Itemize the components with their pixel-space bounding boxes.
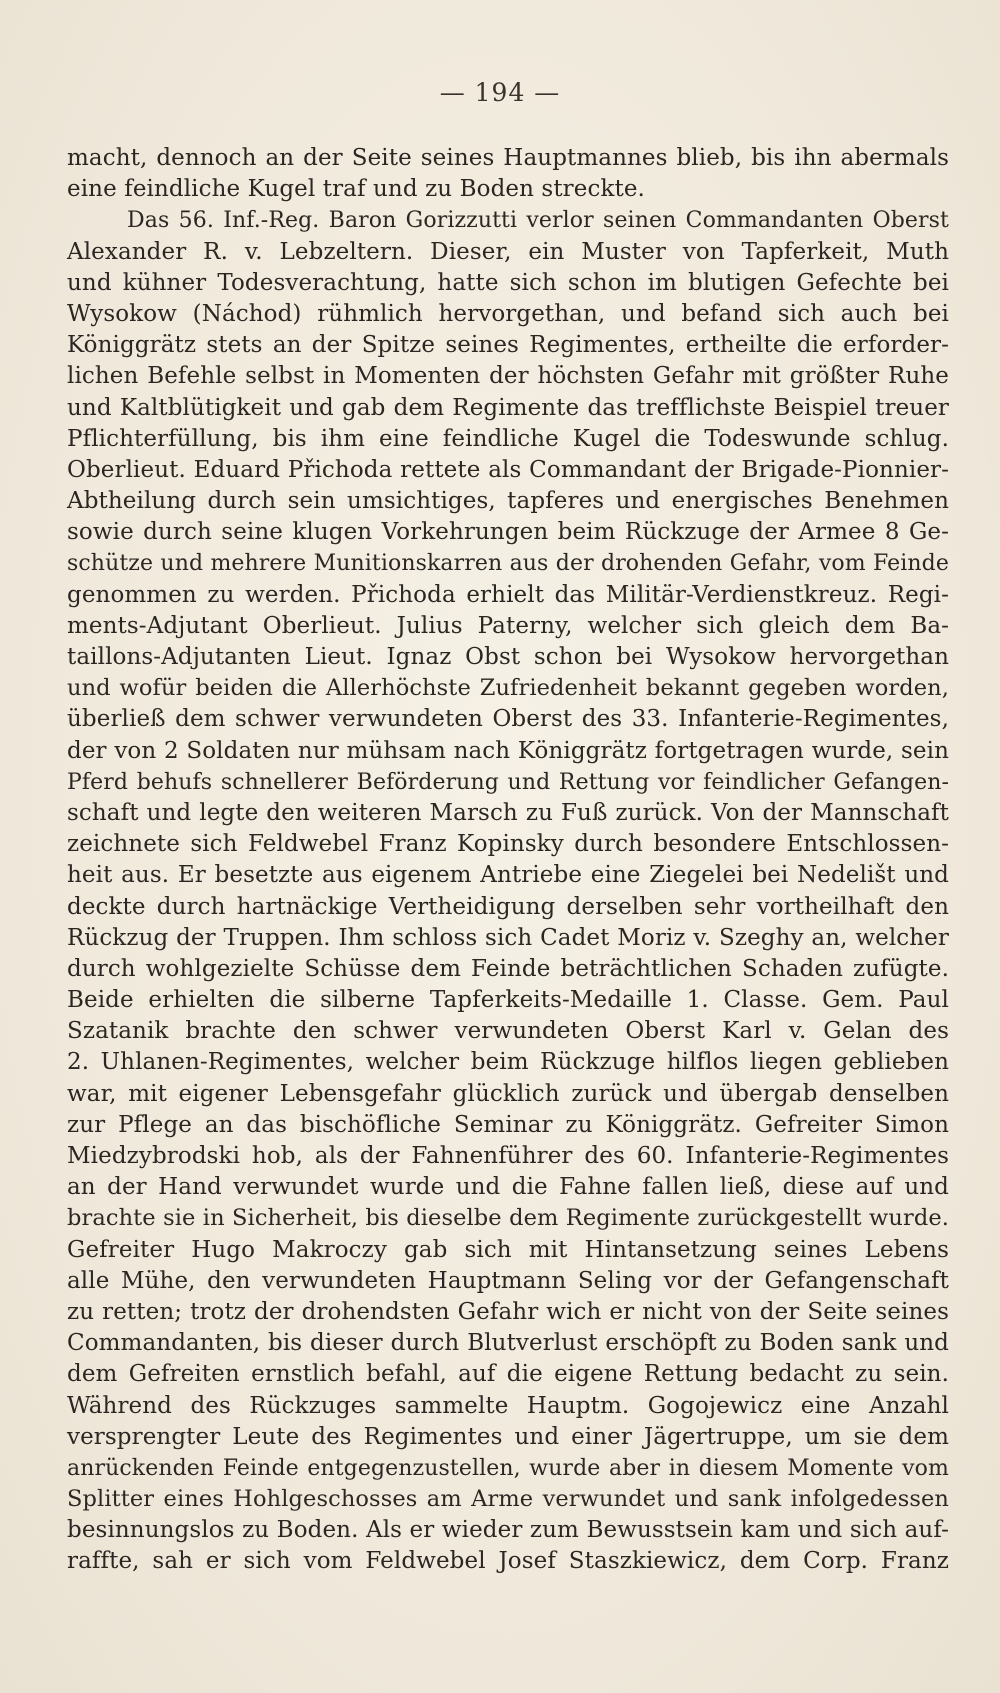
text-line: schaft und legte den weiteren Marsch zu Fuß zurück. Von der Mannschaft [67, 799, 949, 826]
text-line: Szatanik brachte den schwer verwundeten Oberst Karl v. Gelan des [67, 1018, 949, 1045]
body-text [67, 143, 949, 1578]
page-number: — 194 — [439, 78, 561, 107]
text-line: und kühner Todesverachtung, hatte sich schon im blutigen Gefechte bei [67, 269, 949, 296]
text-line: war, mit eigener Lebensgefahr glücklich zurück und übergab denselben [67, 1080, 949, 1107]
text-line: macht, dennoch an der Seite seines Hauptmannes blieb, bis ihn abermals [67, 145, 949, 171]
text-line: schütze und mehrere Munitionskarren aus der drohenden Gefahr, vom Feinde [67, 551, 949, 577]
text-line: eine feindliche Kugel traf und zu Boden streckte. [67, 176, 645, 203]
text-line: Pflichterfüllung, bis ihm eine feindliche Kugel die Todeswunde schlug. [67, 425, 949, 452]
text-line: alle Mühe, den verwundeten Hauptmann Seling vor der Gefangenschaft [67, 1267, 949, 1294]
text-line: ments-Adjutant Oberlieut. Julius Paterny, welcher sich gleich dem Ba- [67, 612, 949, 639]
text-line: lichen Befehle selbst in Momenten der höchsten Gefahr mit größter Ruhe [67, 363, 949, 390]
text-line: Beide erhielten die silberne Tapferkeits-Medaille 1. Classe. Gem. Paul [67, 987, 949, 1014]
text-line: der von 2 Soldaten nur mühsam nach Königgrätz fortgetragen wurde, sein [67, 737, 949, 764]
text-line: deckte durch hartnäckige Vertheidigung derselben sehr vortheilhaft den [67, 893, 949, 920]
text-line: Wysokow (Náchod) rühmlich hervorgethan, und befand sich auch bei [67, 300, 949, 327]
text-line: an der Hand verwundet wurde und die Fahne fallen ließ, diese auf und [67, 1174, 949, 1201]
text-line: zu retten; trotz der drohendsten Gefahr wich er nicht von der Seite seines [67, 1298, 949, 1325]
text-line: Oberlieut. Eduard Přichoda rettete als Commandant der Brigade-Pionnier- [67, 456, 949, 483]
text-line: Gefreiter Hugo Makroczy gab sich mit Hintansetzung seines Lebens [67, 1236, 949, 1263]
text-line: zeichnete sich Feldwebel Franz Kopinsky durch besondere Entschlossen- [67, 831, 949, 858]
text-line: Das 56. Inf.-Reg. Baron Gorizzutti verlor seinen Commandanten Oberst [127, 208, 949, 234]
text-line: heit aus. Er besetzte aus eigenem Antriebe eine Ziegelei bei Nedelišt und [67, 862, 949, 889]
text-line: Miedzybrodski hob, als der Fahnenführer des 60. Infanterie-Regimentes [67, 1143, 949, 1169]
text-line: genommen zu werden. Přichoda erhielt das Militär-Verdienstkreuz. Regi- [67, 581, 949, 608]
text-line: anrückenden Feinde entgegenzustellen, wurde aber in diesem Momente vom [67, 1455, 949, 1481]
text-line: Alexander R. v. Lebzeltern. Dieser, ein Muster von Tapferkeit, Muth [67, 238, 949, 265]
text-line: und Kaltblütigkeit und gab dem Regimente das trefflichste Beispiel treuer [67, 394, 949, 421]
text-line: Rückzug der Truppen. Ihm schloss sich Cadet Moriz v. Szeghy an, welcher [67, 924, 949, 951]
text-line: überließ dem schwer verwundeten Oberst des 33. Infanterie-Regimentes, [67, 706, 949, 733]
text-line: Splitter eines Hohlgeschosses am Arme verwundet und sank infolgedessen [67, 1486, 949, 1513]
text-line: versprengter Leute des Regimentes und einer Jägertruppe, um sie dem [67, 1423, 949, 1450]
text-line: und wofür beiden die Allerhöchste Zufriedenheit bekannt gegeben worden, [67, 675, 949, 702]
text-line: Commandanten, bis dieser durch Blutverlust erschöpft zu Boden sank und [67, 1330, 949, 1357]
text-line: zur Pflege an das bischöfliche Seminar zu Königgrätz. Gefreiter Simon [67, 1111, 949, 1138]
text-line: Abtheilung durch sein umsichtiges, tapferes und energisches Benehmen [67, 488, 949, 515]
text-line: Während des Rückzuges sammelte Hauptm. Gogojewicz eine Anzahl [67, 1392, 949, 1419]
text-line: taillons-Adjutanten Lieut. Ignaz Obst schon bei Wysokow hervorgethan [67, 644, 949, 670]
text-line: dem Gefreiten ernstlich befahl, auf die eigene Rettung bedacht zu sein. [67, 1361, 949, 1388]
text-line: brachte sie in Sicherheit, bis dieselbe dem Regimente zurückgestellt wurde. [67, 1205, 949, 1232]
text-line: 2. Uhlanen-Regimentes, welcher beim Rückzuge hilflos liegen geblieben [67, 1049, 949, 1076]
text-line: raffte, sah er sich vom Feldwebel Josef Staszkiewicz, dem Corp. Franz [67, 1548, 949, 1575]
text-line: Königgrätz stets an der Spitze seines Regimentes, ertheilte die erforder- [67, 332, 949, 359]
text-line: Pferd behufs schnellerer Beförderung und Rettung vor feindlicher Gefangen- [67, 769, 949, 795]
text-line: besinnungslos zu Boden. Als er wieder zum Bewusstsein kam und sich auf- [67, 1517, 949, 1544]
text-line: sowie durch seine klugen Vorkehrungen beim Rückzuge der Armee 8 Ge- [67, 519, 949, 546]
text-line: durch wohlgezielte Schüsse dem Feinde beträchtlichen Schaden zufügte. [67, 955, 949, 982]
